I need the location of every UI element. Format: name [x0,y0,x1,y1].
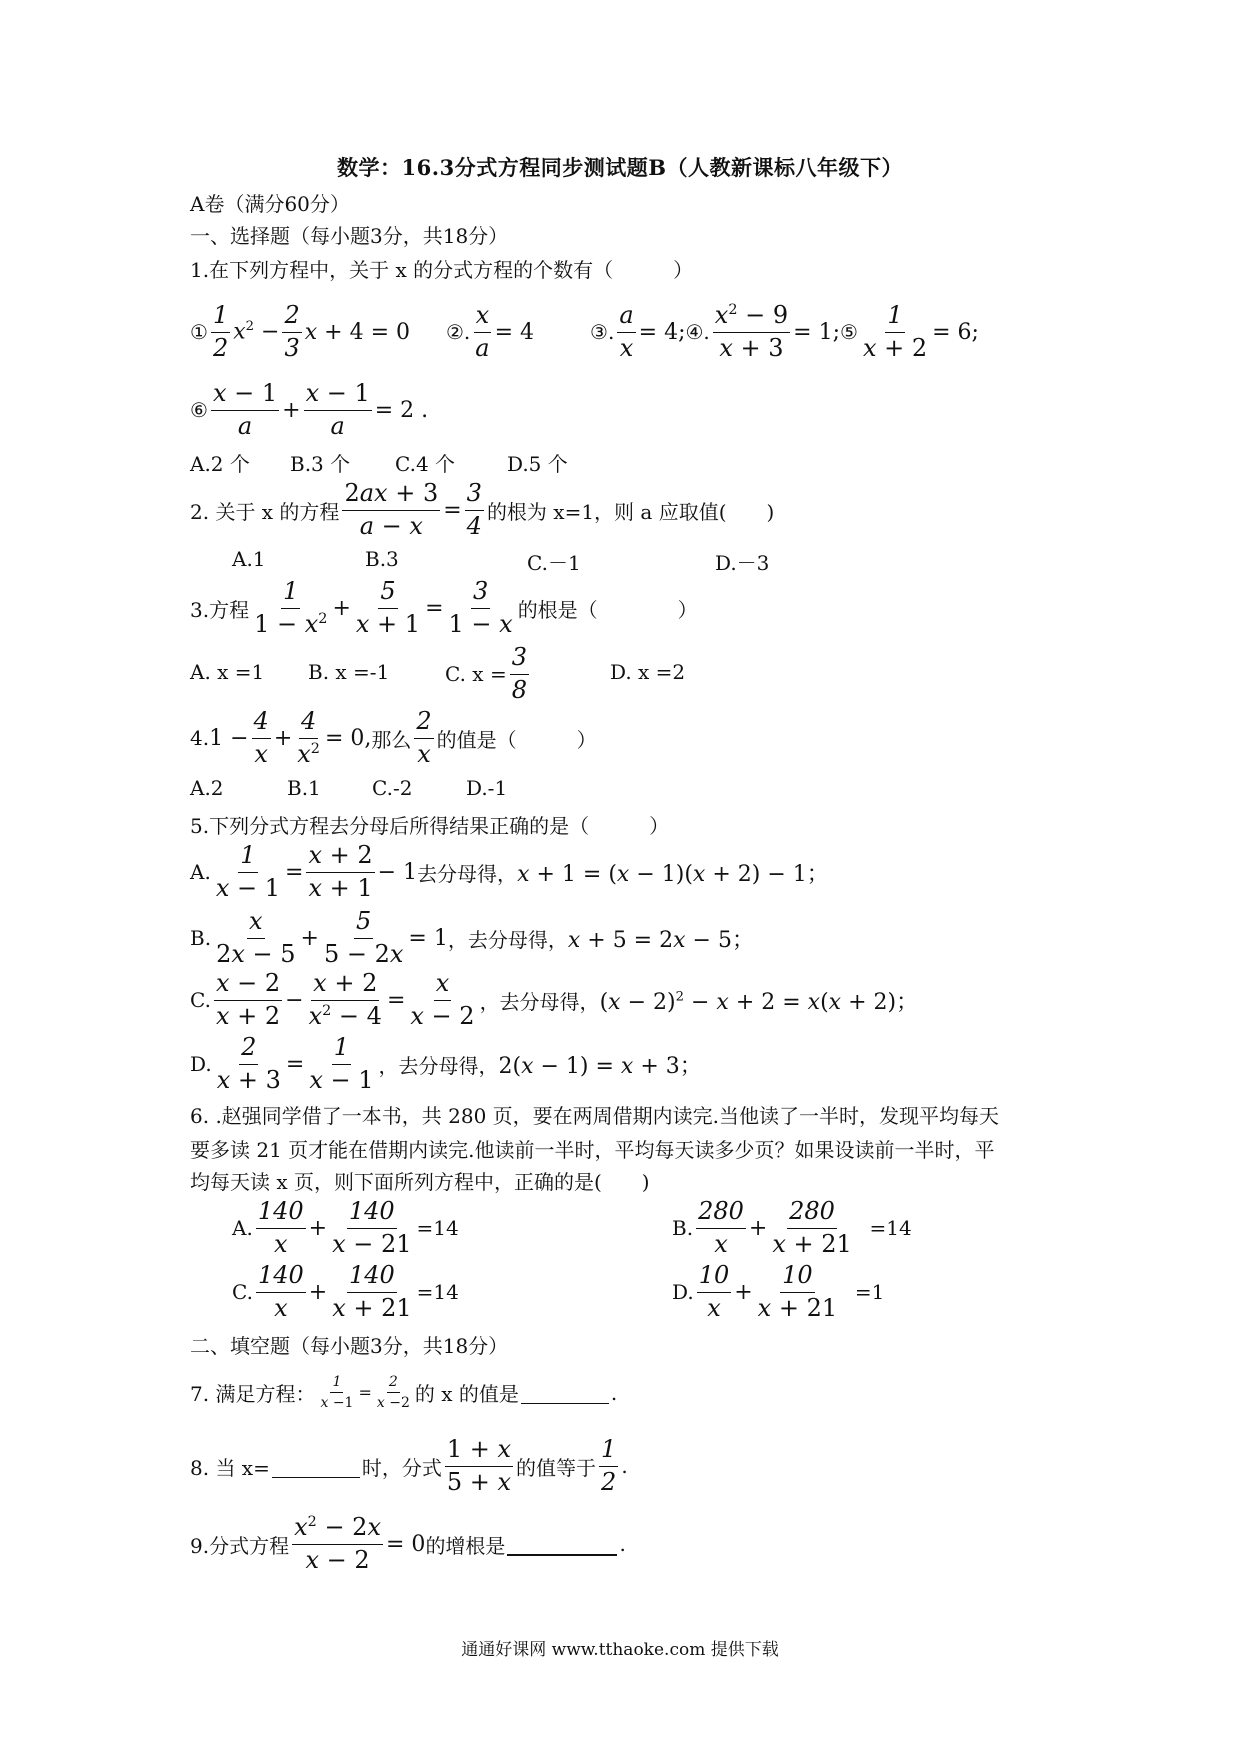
q1-option-a: A.2 个 [190,452,250,476]
q3-stem [190,578,698,638]
q2-option-b: B.3 [365,547,399,571]
q1-eq6-plus: + [282,397,301,423]
q3-option-c [445,644,532,704]
q4-option-d: D.-1 [466,776,508,800]
q5-a-result: x + 1 = (x − 1)(x + 2) − 1； [517,861,829,887]
q6-line1 [190,1100,999,1129]
part1-heading [190,220,508,249]
part2-text: 二、填空题（每小题3分，共18分） [190,1334,509,1358]
q5-a-minus: − 1 [377,859,418,885]
q2-option-c: C.－1 [527,551,581,575]
q5-d-frac1: $\frac{2}{x + 3}$ [216,1033,281,1094]
q1-eq2-rest: = 4 [494,319,535,345]
q6-option-d [672,1262,884,1322]
q5-option-a [190,842,829,902]
q2-suffix: 的根为 x=1，则 a 应取值( ) [486,499,775,524]
part1-text: 一、选择题（每小题3分，共18分） [190,224,509,248]
q5-c-frac1: $\frac{x - 2}{x + 2}$ [215,969,281,1030]
q1-eq6-frac-b: $\frac{x - 1}{a}$ [305,379,370,440]
q6-a-frac2: $\frac{140}{x - 21}$ [332,1197,412,1258]
q4-option-c: C.-2 [372,776,413,800]
q1-item4-label: ④. [685,320,710,345]
q4-prefix: 4. [190,726,210,751]
q9-answer-blank[interactable] [507,1532,617,1556]
q1-eq1-part: $x^2$ − [233,319,280,345]
q5-c-frac3: $\frac{x}{x - 2}$ [410,969,475,1030]
q3-plus: + [332,595,351,621]
q2-option-d: D.－3 [715,551,770,575]
q7-period: . [610,1380,618,1405]
q1-stem-text: 1.在下列方程中，关于 x 的分式方程的个数有（ ） [190,258,694,282]
q6-a-rest: =14 [416,1216,459,1241]
q3-option-b: B. x =-1 [308,660,390,684]
q6-line2-text: 要多读 21 页才能在借期内读完.他读前一半时，平均每天读多少页？如果设读前一半时，平 [190,1138,995,1162]
page-footer: 通通好课网 www.tthaoke.com 提供下载 [461,1640,779,1660]
q8-frac2: $\frac{1}{2}$ [601,1435,617,1496]
q6-c-frac1: $\frac{140}{x}$ [257,1261,304,1322]
q1-eq3-frac: $\frac{a}{x}$ [619,301,634,362]
page-title: 数学：16.3分式方程同步测试题B（人教新课标八年级下） [337,155,903,180]
q5-c-result: $(x - 2)^2 - x + 2 = x(x + 2)$； [599,989,919,1015]
q6-d-rest: =1 [842,1280,885,1305]
q3-option-a: A. x =1 [190,660,265,684]
q3-option-d: D. x =2 [610,660,686,684]
q9-prefix: 9.分式方程 [190,1533,290,1558]
q3-frac-c: $\frac{3}{1 - x}$ [448,577,513,638]
q2-frac-right: $\frac{3}{4}$ [466,479,482,540]
q1-eq5-frac: $\frac{1}{x + 2}$ [862,301,928,362]
q5-b-frac2: $\frac{5}{5 - 2x}$ [323,907,404,968]
q6-line2 [190,1134,995,1163]
q2-equals: = [443,497,462,523]
q9-frac: $\frac{x^2 - 2x}{x - 2}$ [294,1513,381,1574]
q7-eq: = [358,1383,372,1403]
q5-c-label: C. [190,988,211,1013]
q4-one: 1 − [209,725,249,751]
q4-suffix: 的值是（ ） [436,727,597,752]
q1-eq5-rest: = 6; [932,319,979,345]
q6-a-plus: + [308,1215,328,1241]
q1-eq6-rest: = 2 . [374,397,429,423]
q5-stem [190,810,669,839]
section-a-text: A卷（满分60分） [190,192,350,216]
q5-b-label: B. [190,926,212,951]
q6-c-rest: =14 [416,1280,459,1305]
q1-equation6-row [190,380,428,440]
q8-middle: 时，分式 [361,1455,442,1480]
q3-prefix: 3.方程 [190,597,250,622]
q5-option-c [190,970,918,1030]
q2-option-a: A.1 [232,547,266,571]
q5-d-result: 2(x − 1) = x + 3； [498,1053,702,1079]
q7-suffix: 的 x 的值是 [414,1382,519,1407]
q6-c-label: C. [232,1280,253,1305]
q5-b-plus: + [300,925,319,951]
q5-b-eq: = 1 [408,925,448,951]
q1-equations-row [190,302,979,362]
q8-suffix: 的值等于 [516,1455,597,1480]
q4-frac-a: $\frac{4}{x}$ [253,707,269,768]
q1-item3-label: ③. [590,320,615,345]
q6-option-a [232,1198,459,1258]
q1-option-c: C.4 个 [395,452,456,476]
q6-b-plus: + [748,1215,768,1241]
q6-b-frac1: $\frac{280}{x}$ [698,1197,744,1258]
q6-d-frac1: $\frac{10}{x}$ [698,1261,730,1322]
q6-d-frac2: $\frac{10}{x + 21}$ [757,1261,838,1322]
q1-eq6-frac-a: $\frac{x - 1}{a}$ [212,379,278,440]
q5-d-label: D. [190,1052,212,1077]
part2-heading [190,1330,508,1359]
q4-option-b: B.1 [287,776,321,800]
q8-frac1: $\frac{1 + x}{5 + x}$ [446,1435,512,1496]
q4-middle: 那么 [371,727,412,752]
q7-stem [190,1374,617,1411]
q9-period: . [619,1532,626,1557]
q7-frac1: $\frac{1}{x -1}$ [320,1374,354,1412]
q7-frac2: $\frac{2}{x -2}$ [376,1374,410,1412]
q2-frac-left: $\frac{2ax + 3}{a - x}$ [344,479,439,540]
q1-eq1-rest: x + 4 = 0 [304,319,410,345]
q6-line3 [190,1166,650,1195]
q3-option-c-text: C. x = [445,662,507,687]
q3-option-c-frac: $\frac{3}{8}$ [511,643,527,704]
q6-option-c [232,1262,459,1322]
q6-b-frac2: $\frac{280}{x + 21}$ [772,1197,852,1258]
q1-option-d: D.5 个 [507,452,568,476]
q6-c-frac2: $\frac{140}{x + 21}$ [332,1261,412,1322]
q1-item1-label: ① [190,320,208,345]
q6-line1-text: 6. .赵强同学借了一本书，共 280 页，要在两周借期内读完.当他读了一半时，发现平均每天 [190,1104,1000,1128]
q5-a-eq: = [285,859,304,885]
q5-a-frac1: $\frac{1}{x - 1}$ [215,841,280,902]
q2-stem [190,480,774,540]
q6-b-rest: =14 [856,1216,912,1241]
q5-a-text: 去分母得， [417,861,518,886]
q5-d-text: ，去分母得， [378,1053,499,1078]
section-a-label [190,188,350,217]
q8-prefix: 8. 当 x= [190,1455,270,1480]
q5-c-minus: − [285,987,304,1013]
q8-answer-blank[interactable] [272,1455,360,1478]
q5-stem-text: 5.下列分式方程去分母后所得结果正确的是（ ） [190,814,670,838]
q1-item2-label: ②. [446,320,471,345]
q4-plus: + [273,725,293,751]
q6-line3-text: 均每天读 x 页，则下面所列方程中，正确的是( ) [190,1170,650,1194]
q5-d-frac2: $\frac{1}{x - 1}$ [309,1033,374,1094]
q5-a-frac2: $\frac{x + 2}{x + 1}$ [308,841,373,902]
q1-item6-label: ⑥ [190,398,208,423]
q6-d-label: D. [672,1280,694,1305]
q5-b-frac1: $\frac{x}{2x - 5}$ [216,907,296,968]
q1-eq1-frac-a: $\frac{1}{2}$ [212,301,229,362]
q4-frac-c: $\frac{2}{x}$ [416,707,432,768]
q2-prefix: 2. 关于 x 的方程 [190,499,340,524]
q4-equals: = 0, [324,725,372,751]
q5-a-label: A. [190,860,211,885]
q1-eq4-rest: = 1; [793,319,840,345]
q6-c-plus: + [308,1279,328,1305]
q3-suffix: 的根是（ ） [517,597,698,622]
q4-stem [190,708,597,768]
q9-suffix: 的增根是 [425,1533,506,1558]
q5-c-eq: = [386,987,406,1013]
q1-stem [190,254,693,283]
q3-equals: = [425,595,444,621]
q8-stem [190,1436,628,1496]
q1-eq2-frac: $\frac{x}{a}$ [475,301,490,362]
q1-option-b: B.3 个 [290,452,351,476]
q5-c-frac2: $\frac{x + 2}{x^2 - 4}$ [308,969,382,1030]
q4-option-a: A.2 [190,776,224,800]
q6-option-b [672,1198,912,1258]
q1-eq4-frac: $\frac{x^2 - 9}{x + 3}$ [714,301,789,362]
q5-option-d [190,1034,702,1094]
q6-d-plus: + [734,1279,753,1305]
q5-b-result: x + 5 = 2x − 5； [567,927,754,953]
q5-d-eq: = [285,1051,305,1077]
q6-a-label: A. [232,1216,253,1241]
q7-answer-blank[interactable] [521,1381,609,1404]
q1-item5-label: ⑤ [840,320,858,345]
q5-option-b [190,908,754,968]
q1-eq3-rest: = 4; [638,319,686,345]
q6-b-label: B. [672,1216,694,1241]
q6-a-frac1: $\frac{140}{x}$ [257,1197,304,1258]
q1-eq1-frac-b: $\frac{2}{3}$ [284,301,300,362]
q5-c-text: ，去分母得， [479,989,600,1014]
q5-b-text: ，去分母得， [447,927,568,952]
q3-frac-b: $\frac{5}{x + 1}$ [355,577,421,638]
q9-stem [190,1514,626,1574]
q9-eq: = 0 [386,1531,426,1557]
q4-frac-b: $\frac{4}{x^2}$ [297,707,320,768]
q3-frac-a: $\frac{1}{1 - x^2}$ [254,577,328,638]
q8-period: . [621,1454,628,1479]
q7-prefix: 7. 满足方程： [190,1382,316,1407]
